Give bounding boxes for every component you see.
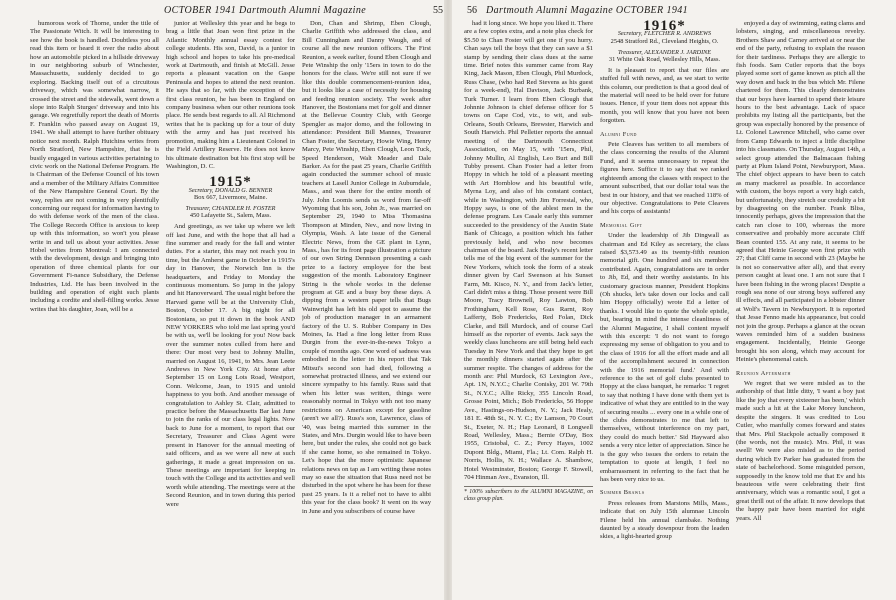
class-year: 1915* bbox=[209, 174, 252, 191]
class-treasurer: Treasurer, ALEXANDER J. JARDINE bbox=[617, 48, 712, 56]
left-page bbox=[0, 0, 444, 600]
article-text: It is pleasant to report that our files are stuffed full with news, and, as we start to write this column, our prediction is that a good deal of the material will need to be held over for future issues. Hence, if your item does not appear this month, you will know that you have not been forgotten. bbox=[600, 66, 729, 125]
class-treasurer: Treasurer, CHANDLER H. FOSTER bbox=[185, 204, 276, 212]
class-heading-1916 bbox=[600, 22, 729, 64]
page-number: 55 bbox=[433, 5, 443, 16]
class-treasurer-address: 31 White Oak Road, Wellesley Hills, Mass. bbox=[608, 56, 721, 64]
section-heading-memorial-gift: Memorial Gift bbox=[600, 221, 643, 229]
column-1 bbox=[464, 20, 593, 592]
article-text: We regret that we were misled as to the authorship of that little ditty, 'I want a boy just like the joy that every sixteener has been,' which made such a hit at the Lake Morey luncheon, despite the singers. It was credited to Lou Cutler, who manfully comes forward and states that Mrs. Phil Stackpole actually composed it (the words, not the music). Mrs. Phil, it was swell! We were also misled as to the period during which Ev Parker has graduated from the state of bachelorhood. Some misguided person, supposedly in the know told me that Ev and his beauteous wife were celebrating their first anniversary, which was a romantic soul, I got a great thrill out of the affair. It now develops that the happy pair have been married for eight years. All bbox=[736, 380, 865, 522]
class-year: 1916* bbox=[643, 20, 686, 34]
section-heading-reunion-aftermath: Reunion Aftermath bbox=[736, 369, 791, 377]
page-gutter bbox=[444, 0, 452, 600]
class-secretary: Secretary, FLETCHER R. ANDREWS bbox=[617, 30, 712, 38]
article-text: And greetings, as we take up where we left off last June, and with the hope that all had a fine summer and ready for the fall and winter duties. For a starter, this may not reach you in time, but the Amherst game in October is 1915's day in Hanover, the Norwich Inn is the headquarters, and Friday to Monday the continuous momentum. So jump in the jalopy and hit Hanoverward. The usual night before the Harvard game will be at the University Club, Boston, October 17. A big night for all Bostonians, so put it down in the book AND NEW YORKERS who told me last spring you'd be with us, we'll be looking for you! Now back over the summer notes culled from here and there: Our most very best to Johnny Mullin, married on August 16, 1941, to Mrs. Jean Leete Andrews in New York City. At home after September 15 on Long Lots Road, Westport, Conn. Welcome, Jean, to 1915 and untold happiness to you both. And another message of congratulation to Ashley St. Clair, admitted to practice before the Massachusetts Bar last June to join the ranks of our class legal lights. Now back to June for a moment, to report that our Secretary, Treasurer and Class Agent were present in Hanover for the annual meeting of said officers, and as we were all new at such gatherings, it made a great impression on us. These meetings are important for keeping in touch with the College and its activities and well worth while attending. The meetings were at the Second Reunion, and in town during this period were bbox=[166, 223, 295, 508]
class-secretary: Secretary, DONALD G. BENNER bbox=[188, 186, 273, 194]
class-treasurer-address: 450 Lafayette St., Salem, Mass. bbox=[189, 212, 272, 220]
article-text: humorous work of Thorne, under the title of The Passionate Witch. It will be interesting to see how the book is handled. Doubtless you all read this item or heard it over the radio about how an automobile picked in a hillside driveway in our neighboring suburb of Winchester, Massachusetts, suddenly decided to go exploring. Backing itself out of a circuitous driveway, which was somewhat narrow, it crossed the street and the sidewalk, went down a slope into Ralph Sturges' driveway and into his garage. We regretfully report the death of Morris F. Franklin who passed away on August 19, 1941. We shall attempt to have further obituary notice next month. Ralph Hutchins writes from North Stratford, New Hampshire, that he is busily engaged in various activities pertaining to civic work on the National Defense Program. He is Chairman of the Defense Council of his town and a member of the Military Affairs Committee of the New Hampshire General Court. By the way, replies are not coming in very plentifully concerning our request for information having to do with defense work of the men of the class. The College Records Office is anxious to keep up with this information, so won't you please write in and tell us about your activities. Jesse Hobel writes from Montreal: I am connected with the development, design and bringing into operation of three chemical plants for our Government Fi-nance Subsidiary, the Defense Industries, Ltd. He has been involved in the building and operation of eight such plants including a cordite and shell-filling works. Jesse writes that his daughter, Joan, will be a bbox=[30, 20, 159, 313]
column-2 bbox=[600, 20, 729, 592]
column-2 bbox=[166, 20, 295, 592]
page-header: Dartmouth Alumni Magazine OCTOBER 1941 bbox=[486, 5, 689, 16]
article-text: Don, Chan and Shrimp, Eben Clough, Charlie Griffith who addressed the class, and Bill Cunningham and Danny Waugh, and of course all the new reunion officers. The First Reunion, a week earlier, found Eben Clough and Pete Winship the only '15ers in town to do the honors for the class. We're still not sure if we like this double commencement-reunion idea, but it looks like a case of necessity for housing and feeding reunion society. The week after Hanover, the Bostonians met for golf and dinner at the Bellevue Country Club, with George Spengler as major domo, and the following in attendance: President Bill Mannes, Treasurer Chan Foster, the Secretary, Howie Wing, Henry Marcy, Pete Winship, Eben Clough, Leon Tuck, Speed Henderson, Walt Meader and Dale Barker. As for the past 25 years, Charlie Griffith again conducted the summer school of music teachers at Lasell Junior College in Auburndale, Mass., and was there for the entire month of July. John Loomis sends us word from far-off Wyoming that his son, John Jr., was married on September 29, 1940 to Miss Thomasina Thompson at Minden, Nev., and now living in Olympia, Wash. A late issue of the General Electric News, from the GE plant in Lynn, Mass., has for its front page illustration a picture of our own String Dennison presenting a cash prize to a factory employee for the best suggestion of the month. Laboratory Engineer String is the whole works in the defense program at GE and a busy boy these days. A dipping from a western paper tells that Bugs Wainwright has left his old spot to assume the job of production manager in an armament factory of the U. S. Rubber Company in Des Moines, Ia. Had a fine long letter from Russ Durgin from the ever-in-the-news Tokyo a couple of months ago. One word of sadness was embodied in the letter in his report that Tak Mitsui's second son had died, following a somewhat protracted illness, and we extend our sincere sympathy to his family. Russ said that when his letter was written, things were reasonably normal in Tokyo with not too many restrictions on American except for gasoline (aren't we all?). Russ's son, Lawrence, class of '40, was being married this summer in the States, and Mrs. Durgin would like to have been here, but under the rules, she could not go back if she came home, so she remained in Tokyo. Let's hope that the more optimistic Japanese relations news on tap as I am writing these notes may so ease the situation that Russ need not be disturbed in the spot where he has been for these past 25 years. Is it a relief not to have to alibi this year for the class book? It went on its way in June and you subscribers of course have bbox=[302, 20, 431, 515]
article-text: junior at Wellesley this year and he begs to brag a little that Joan won first prize in the Atlantic Monthly annual essay contest for college students. His son, David, is a junior in high school and hopes to take his pre-medical work at Dartmouth, and finish at McGill. Jesse reports a pleasant vacation on the Gaspe Peninsula and hopes to attend the next reunion. He says that so far, with the exception of the first class reunion, he has been in England on company business when our other reunions took place. He sends best regards to all. Al Richmond writes that he is packing up for a tour of duty with the army and has just received his promotion, making him a Lieutenant Colonel in the Field Artillery Reserve. He does not know his ultimate destination but his first stop will be Washington, D. C. bbox=[166, 20, 295, 170]
page-header: OCTOBER 1941 Dartmouth Alumni Magazine bbox=[164, 5, 367, 16]
article-text: Pete Cleaves has written to all members of the class concerning the results of the Alumni Fund, and it seems unnecessary to repeat the figures here. Suffice it to say that we ranked eighteenth among the classes with respect to the amount subscribed, that our dollar total was the best in our history, and that we reached 118% of our objective. Congratulations to Pete Cleaves and his corps of assistants! bbox=[600, 141, 729, 216]
article-text: Press releases from Marstons Mills, Mass., indicate that on July 15th alumnae Lincoln Filene held his annual clambake. Nothing daunted by a steady downpour from the leaden skies, a light-hearted group bbox=[600, 499, 729, 541]
class-secretary-address: Box 667, Livermore, Maine. bbox=[193, 194, 268, 202]
class-secretary-address: 2548 Stratford Rd., Cleveland Heights, O. bbox=[610, 37, 719, 45]
section-heading-alumni-fund: Alumni Fund bbox=[600, 130, 637, 138]
column-1 bbox=[30, 20, 159, 592]
right-page bbox=[452, 0, 896, 600]
section-heading-summer-brawls: Summer Brawls bbox=[600, 489, 645, 497]
article-text: enjoyed a day of swimming, eating clams and lobsters, singing, and miscellaneous revelry. Brothers Shaw and Carney arrived at or near the end of the party, refusing to explain the reason for their tardiness. Perhaps they are allergic to fish foods. Sam Cutler reports that the boys played some sort of game known as pitch all the way down and back in the bus which Mr. Filene chartered for them. This clearly demonstrates that our boys have learned to spend their leisure hours to the best advantage. Lack of space prohibits my listing all the participants, but the group was especially honored by the presence of Lt. Colonel Lawrence Mitchell, who came over from Camp Edwards to inject a little discipline into his classmates. On Thursday, August 14th, a select group attended the Balmacaan fishing party at Plum Island Point, Newburyport, Mass. The chief object appears to have been to catch as many mackerel as possible. In accordance with custom, the boys report a very high catch, but unfortunately, they stretch our credulity a bit by disagreeing on the number. Frank Bliss, innocently perhaps, gives the impression that the catch ran close to 100, whereas the more conservative and probably more accurate Cliff Bean counted 155. At any rate, it seems to be agreed that Heinie George won first prize with 27; that Cliff came in second with 23 (Maybe he is not so conservative after all), and that every person caught at least one. I am not sure that I have been fishing in the wrong places! Despite a rough sea none of our strong boys suffered any ill effects, and all participated in a lobster dinner at Wolf's Tavern in Newburyport. It is reported that Jesse Fenno made his appearance, but could not join the group. Perhaps a glance at the ocean waves reminded him of a sudden business engagement. Incidentally, Heinie George brought his son along, which may account for Heinie's phenomenal catch. bbox=[736, 20, 865, 364]
column-3 bbox=[736, 20, 865, 592]
article-text: had it long since. We hope you liked it. There are a few copies extra, and a note plus check for $5.50 to Chan Foster will get one if you hurry. Chan says tell the boys that they can save a $1 stamp by sending their class dues at the same time. Brief notes this summer came from Ray King, Jack Mason, Eben Clough, Phil Murdock, Russ Chase, (who had Red Stevens as his guest for a week-end), Hal Davison, Jack Burbank, Turk Turner. I learn from Eben Clough that Johnnie Johnson is chief defense officer for 5 towns on Cape Cod, viz., to wit, and sub-Orleans, South Orleans, Brewster, Harwich and South Harwich. Phil Pelletier reports the annual meeting of the Dartmouth Connecticut Association, on May 15, with '15ers, Phil, Johnny Mullin, Al English, Leo Burt and Bill Tubby present. Chan Foster had a letter from Hoppy in which he told of a pleasant meeting with Art Hornblow and his beautiful wife, Myrna Loy, and also of his constant contact, while in Washington, with Jim Forrestal, who, Hoppy says, is one of the ablest men in the defense program. Les Casale early this summer succeeded to the presidency of the Austin State Bank of Chicago, a position which his father previously held, and who now becomes chairman of the board. Jack Healy's recent letter tells me of the big event of the summer for the New Yorkers, which took the form of a steak dinner given by Carl Swenson at his Sunset Farm, Mt. Kisco, N. Y., and from Jack's letter, Carl didn't miss a thing. Those present were Bill Moore, Tracy Brownell, Roy Lawton, Bob Frothingham, Kell Rose, Gus Rarnt, Roy Lafferty, Bob Fredericks, Red Folan, Dick Clarke, and Bill Murdock, and of course Carl himself as the reporter of events. Jack says the weekly class luncheons are still being held each Tuesday in New York and that they hope to get the monthly dinners started again after the summer respite. The changes of address for the month are: Phil Murdock, 63 Lexington Ave., Apt. 1N, N.Y.C.; Charlie Conisky, 201 W. 79th St., N.Y.C.; Allie Ricky, 355 Lincoln Road, Grosse Point, Mich.; Bob Fredericks, 56 Hoppe Ave., Hastings-on-Hudson, N. Y.; Jack Healy, 181 E. 48th St., N. Y. C.; Ev Lamson, 70 Court St., Exeter, N. H.; Hap Leonard, 8 Longwell Road, Wellesley, Mass.; Bernie O'Day, Box 1955, Cristobal, C. Z.; Percy Hayes, 1002 Dupont Bldg., Miami, Fla.; Lt. Com. Ralph H. Norris, Hollis, N. H.; Wallace A. Shambow, Hotel Westminster, Boston; George F. Stowell, 704 Hinman Ave., Evanston, Ill. bbox=[464, 20, 593, 481]
article-text: Under the leadership of Jib Dingwall as chairman and Ed Kiley as secretary, the class raised $3,573.49 as its twenty-fifth reunion memorial gift. One hundred and six members contributed. Again, congratulations are in order to Jib, Ed, and their worthy assistants. In his customary gracious manner, President Hopkins (Oh shucks, let's take down our locks and call him Hoppy officially) wrote Ed a letter of thanks. I would like to quote the whole epistle, but, bearing in mind the intense cleanliness of the Alumni Magazine, I shall content myself with this excerpt: 'I do not want to forego expressing my sense of obligation to you and to the class of 1916 for all the effort made and all of the accomplishment secured in connection with the 1916 memorial fund.' And with reference to the set of golf clubs presented to Hoppy at the class banquet, he remarks: 'I regret to say that nothing I have done with them yet is indicative of what they are entitled to in the way of securing results ... every one in a while one of the clubs demonstrates to me that left to themselves, without interference on my part, they could do much better.' Sid Hayward also sends a very nice letter of appreciation. Since he is the guy who issues the orders to retain the temptation to quote at length, I feel no embarrassment in referring to the fact that he has been very nice to us. bbox=[600, 232, 729, 483]
class-heading-1915 bbox=[166, 174, 295, 220]
footnote: * 100% subscribers to the ALUMNI MAGAZINE, on class group plan. bbox=[464, 486, 593, 503]
page-number: 56 bbox=[467, 5, 477, 16]
column-3 bbox=[302, 20, 431, 592]
